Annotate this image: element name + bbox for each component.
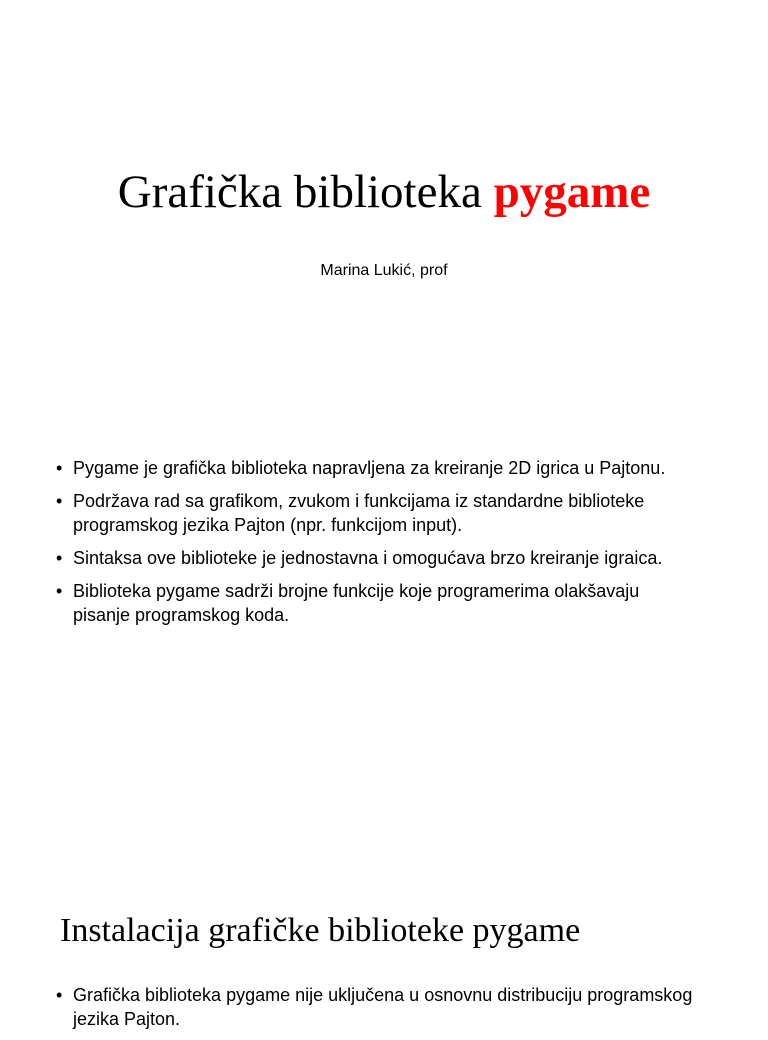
- title-text: Grafička biblioteka: [117, 166, 482, 218]
- bullet-text: Podržava rad sa grafikom, zvukom i funkcijama iz standardne biblioteke programskog jezika Pajton (npr. funkcijom input).: [73, 491, 645, 535]
- bullet-item: [56, 489, 696, 537]
- bullet-icon: •: [56, 491, 63, 511]
- bullet-list: [56, 456, 696, 636]
- title-accent: pygame: [493, 166, 651, 218]
- bullet-item: [56, 456, 696, 480]
- bullet-icon: •: [56, 458, 63, 478]
- content-slide: [0, 430, 768, 870]
- bullet-item: [56, 579, 696, 627]
- bullet-icon: •: [56, 548, 63, 568]
- bullet-item: [56, 546, 696, 570]
- slide-title: [0, 164, 768, 220]
- installation-slide: [0, 870, 768, 1029]
- slide-subtitle: Marina Lukić, prof: [320, 262, 448, 279]
- bullet-text: Pygame je grafička biblioteka napravljena za kreiranje 2D igrica u Pajtonu.: [73, 458, 666, 478]
- bullet-text: Biblioteka pygame sadrži brojne funkcije koje programerima olakšavaju pisanje programskog koda.: [73, 581, 640, 625]
- section-title: Instalacija grafičke biblioteke pygame: [60, 912, 581, 949]
- bullet-list: [56, 983, 696, 1040]
- bullet-text: Sintaksa ove biblioteke je jednostavna i omogućava brzo kreiranje igraica.: [73, 548, 663, 568]
- bullet-icon: •: [56, 581, 63, 601]
- bullet-text: Grafička biblioteka pygame nije uključena u osnovnu distribuciju programskog jezika Pajton.: [73, 985, 693, 1029]
- bullet-icon: •: [56, 985, 63, 1005]
- title-slide: [0, 0, 768, 430]
